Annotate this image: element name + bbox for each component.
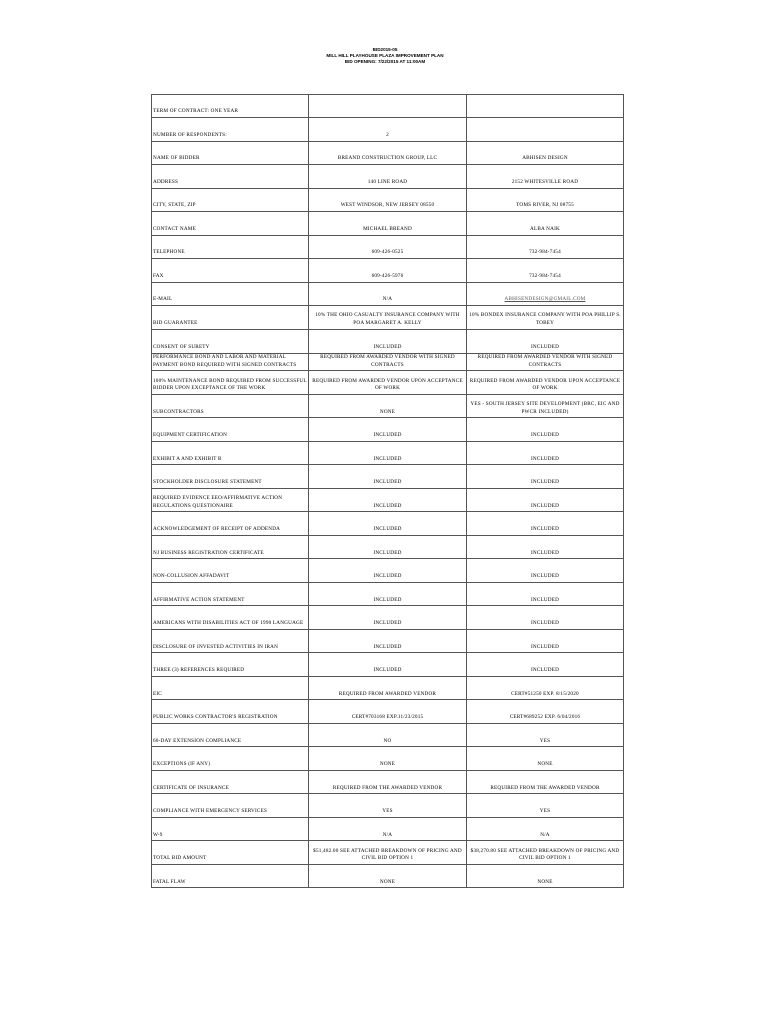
bidder1-value: REQUIRED FROM AWARDED VENDOR UPON ACCEPTANCE OF WORK (309, 371, 467, 395)
project-title: MILL HILL PLAYHOUSE PLAZA IMPROVEMENT PLAN (326, 53, 444, 58)
row-label: COMPLIANCE WITH EMERGENCY SERVICES (152, 794, 309, 818)
table-row (152, 259, 624, 283)
bidder1-value: INCLUDED (309, 488, 467, 512)
bidder2-value: YES - SOUTH JERSEY SITE DEVELOPMENT (BRC, EIC AND PWCR INCLUDED) (467, 394, 624, 418)
table-row (152, 629, 624, 653)
row-label: ACKNOWLEDGEMENT OF RECEIPT OF ADDENDA (152, 512, 309, 536)
bidder2-value: 10% BONDEX INSURANCE COMPANY WITH POA PHILLIP S. TOBEY (467, 306, 624, 330)
bidder2-value: INCLUDED (467, 418, 624, 442)
bidder2-value: INCLUDED (467, 441, 624, 465)
table-row (152, 371, 624, 395)
bidder1-value: N/A (309, 282, 467, 306)
table-row (152, 394, 624, 418)
empty-cell (467, 95, 624, 118)
empty-cell (309, 95, 467, 118)
bidder1-value: NONE (309, 864, 467, 888)
bidder1-value: INCLUDED (309, 418, 467, 442)
bidder2-value: $38,270.80 SEE ATTACHED BREAKDOWN OF PRICING AND CIVIL BID OPTION 1 (467, 841, 624, 865)
bidder2-value: REQUIRED FROM THE AWARDED VENDOR (467, 770, 624, 794)
bidder2-value: INCLUDED (467, 512, 624, 536)
row-label: NUMBER OF RESPONDENTS: (152, 118, 309, 142)
bidder2-value: INCLUDED (467, 329, 624, 354)
bidder2-value: INCLUDED (467, 488, 624, 512)
bidder1-value: INCLUDED (309, 582, 467, 606)
row-label: EQUIPMENT CERTIFICATION (152, 418, 309, 442)
bidder1-value: NO (309, 723, 467, 747)
row-label: DISCLOSURE OF INVESTED ACTIVITIES IN IRAN (152, 629, 309, 653)
bidder1-value: INCLUDED (309, 535, 467, 559)
bidder2-value: 2152 WHITESVILLE ROAD (467, 165, 624, 189)
bidder1-value: 609-426-0525 (309, 235, 467, 259)
table-row (152, 841, 624, 865)
bidder2-value: CERT#689252 EXP. 6/04/2016 (467, 700, 624, 724)
bidder1-value: NONE (309, 394, 467, 418)
bidder2-value: YES (467, 794, 624, 818)
table-row (152, 723, 624, 747)
bidder2-value: TOMS RIVER, NJ 08755 (467, 188, 624, 212)
bidder2-value: REQUIRED FROM AWARDED VENDOR UPON ACCEPTANCE OF WORK (467, 371, 624, 395)
bidder1-value: BREAND CONSTRUCTION GROUP, LLC (309, 141, 467, 165)
bidder2-value: NONE (467, 864, 624, 888)
bidder2-value: INCLUDED (467, 606, 624, 630)
bidder1-value: INCLUDED (309, 329, 467, 354)
bidder1-value: 140 LINE ROAD (309, 165, 467, 189)
bidder2-value: CERT#51250 EXP. 8/15/2020 (467, 676, 624, 700)
table-row (152, 441, 624, 465)
row-label: ADDRESS (152, 165, 309, 189)
table-row (152, 794, 624, 818)
bidder2-value: INCLUDED (467, 653, 624, 677)
row-label: NJ BUSINESS REGISTRATION CERTIFICATE (152, 535, 309, 559)
bidder1-value: N/A (309, 817, 467, 841)
bidder2-value: REQUIRED FROM AWARDED VENDOR WITH SIGNED CONTRACTS (467, 354, 624, 371)
bidder1-value: NONE (309, 747, 467, 771)
row-label: CONTACT NAME (152, 212, 309, 236)
bidder1-value: CERT#703168 EXP.11/23/2015 (309, 700, 467, 724)
row-label: CITY, STATE, ZIP (152, 188, 309, 212)
table-row (152, 700, 624, 724)
row-label: REQUIRED EVIDENCE EEO/AFFIRMATIVE ACTION REGULATIONS QUESTIONAIRE (152, 488, 309, 512)
bidder2-value: INCLUDED (467, 629, 624, 653)
bidder1-value: REQUIRED FROM AWARDED VENDOR WITH SIGNED CONTRACTS (309, 354, 467, 371)
bidder2-value: INCLUDED (467, 582, 624, 606)
table-row (152, 95, 624, 118)
row-label: 60-DAY EXTENSION COMPLIANCE (152, 723, 309, 747)
bidder2-value: N/A (467, 817, 624, 841)
bidder1-value: WEST WINDSOR, NEW JERSEY 08550 (309, 188, 467, 212)
row-label: EXCEPTIONS (IF ANY) (152, 747, 309, 771)
bidder1-value: INCLUDED (309, 653, 467, 677)
bidder2-value: YES (467, 723, 624, 747)
table-row (152, 535, 624, 559)
table-row (152, 676, 624, 700)
row-label: FAX (152, 259, 309, 283)
row-label: PUBLIC WORKS CONTRACTOR'S REGISTRATION (152, 700, 309, 724)
row-label: 100% MAINTENANCE BOND REQUIRED FROM SUCCESSFUL BIDDER UPON EXCEPTANCE OF THE WORK (152, 371, 309, 395)
table-row (152, 606, 624, 630)
bidder1-value: $51,482.00 SEE ATTACHED BREAKDOWN OF PRICING AND CIVIL BID OPTION 1 (309, 841, 467, 865)
bidder1-value: MICHAEL BREAND (309, 212, 467, 236)
table-row (152, 770, 624, 794)
row-label: AMERICANS WITH DISABILITIES ACT OF 1990 LANGUAGE (152, 606, 309, 630)
bidder1-value: INCLUDED (309, 606, 467, 630)
bidder2-value: ABHISEN DESIGN (467, 141, 624, 165)
row-label: NON-COLLUSION AFFADAVIT (152, 559, 309, 583)
table-row (152, 512, 624, 536)
table-body (152, 95, 624, 888)
bidder2-value: INCLUDED (467, 465, 624, 489)
row-label: AFFIRMATIVE ACTION STATEMENT (152, 582, 309, 606)
table-row (152, 212, 624, 236)
table-row (152, 282, 624, 306)
bidder1-value: YES (309, 794, 467, 818)
bidder1-value: 609-426-5976 (309, 259, 467, 283)
bidder1-value: INCLUDED (309, 559, 467, 583)
table-row (152, 418, 624, 442)
bidder1-value: INCLUDED (309, 629, 467, 653)
bid-number: BID2015-05 (372, 47, 398, 52)
bidder2-value: 732-984-7454 (467, 259, 624, 283)
bidder2-value: INCLUDED (467, 535, 624, 559)
row-label: W-9 (152, 817, 309, 841)
row-label: E-MAIL (152, 282, 309, 306)
row-label: EXHIBIT A AND EXHIBIT B (152, 441, 309, 465)
bidder1-value: INCLUDED (309, 465, 467, 489)
bid-opening: BID OPENING: 7/22/2015 AT 11:00AM (344, 59, 426, 64)
bid-tabulation-table (151, 94, 624, 888)
term-of-contract: TERM OF CONTRACT: ONE YEAR (152, 95, 309, 118)
row-label: CONSENT OF SURETY (152, 329, 309, 354)
bidder1-value: REQUIRED FROM THE AWARDED VENDOR (309, 770, 467, 794)
bidder2-value: NONE (467, 747, 624, 771)
table-row (152, 747, 624, 771)
bidder1-value: 2 (309, 118, 467, 142)
row-label: FATAL FLAW (152, 864, 309, 888)
table-row (152, 354, 624, 371)
table-row (152, 165, 624, 189)
table-row (152, 118, 624, 142)
bidder1-value: INCLUDED (309, 512, 467, 536)
bidder1-value: INCLUDED (309, 441, 467, 465)
row-label: TELEPHONE (152, 235, 309, 259)
table-row (152, 235, 624, 259)
row-label: NAME OF BIDDER (152, 141, 309, 165)
bidder2-value: 732-984-7454 (467, 235, 624, 259)
row-label: THREE (3) REFERENCES REQUIRED (152, 653, 309, 677)
table-row (152, 188, 624, 212)
row-label: PERFORMANCE BOND AND LABOR AND MATERIAL PAYMENT BOND REQUIRED WITH SIGNED CONTRACTS (152, 354, 309, 371)
row-label: STOCKHOLDER DISCLOSURE STATEMENT (152, 465, 309, 489)
table-row (152, 141, 624, 165)
row-label: CERTIFICATE OF INSURANCE (152, 770, 309, 794)
row-label: BID GUARANTEE (152, 306, 309, 330)
table-row (152, 653, 624, 677)
row-label: SUBCONTRACTORS (152, 394, 309, 418)
table-row (152, 582, 624, 606)
email-link[interactable]: ABHISENDESIGN@GMAIL.COM (467, 282, 624, 306)
bidder2-value (467, 118, 624, 142)
table-row (152, 817, 624, 841)
bidder2-value: ALBA NAIK (467, 212, 624, 236)
table-row (152, 465, 624, 489)
bidder1-value: 10% THE OHIO CASUALTY INSURANCE COMPANY WITH POA MARGARET A. KELLY (309, 306, 467, 330)
table-row (152, 559, 624, 583)
document-header (0, 47, 770, 65)
row-label: TOTAL BID AMOUNT (152, 841, 309, 865)
bidder2-value: INCLUDED (467, 559, 624, 583)
row-label: EIC (152, 676, 309, 700)
table-row (152, 864, 624, 888)
table-row (152, 488, 624, 512)
table-row (152, 306, 624, 330)
bidder1-value: REQUIRED FROM AWARDED VENDOR (309, 676, 467, 700)
table-row (152, 329, 624, 354)
